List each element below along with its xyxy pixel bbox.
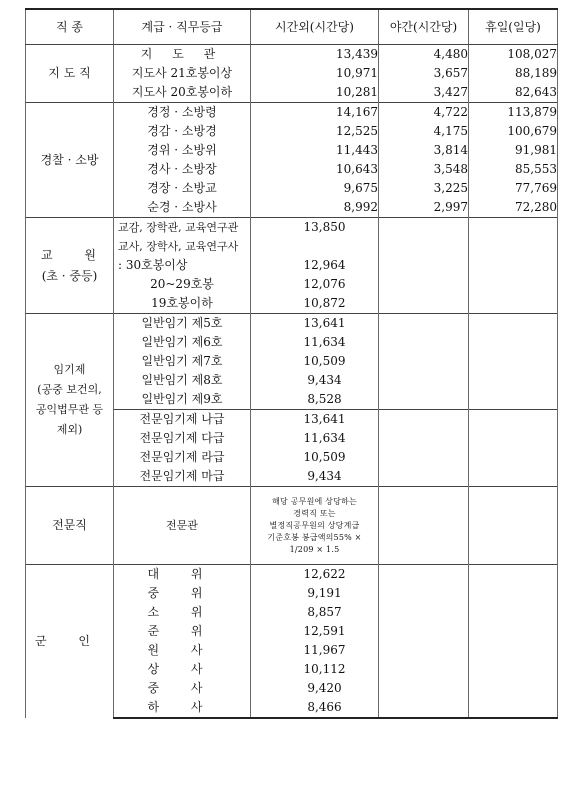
holiday-cell [469,429,558,448]
night-cell [379,429,469,448]
night-cell: 3,548 [379,160,469,179]
grade-cell: 일반임기 제5호 [114,314,251,334]
holiday-cell: 91,981 [469,141,558,160]
overtime-cell: 10,643 [251,160,379,179]
night-cell [379,698,469,718]
category-fixed-term-title: 임기제 [53,363,86,376]
category-fixed-term-note1: (공중 보건의, [37,383,102,396]
grade-cell: 전문임기제 라급 [114,448,251,467]
formula-cell [251,487,379,565]
grade-cell: : 30호봉이상 [114,256,251,275]
overtime-cell: 13,439 [251,45,379,65]
holiday-cell [469,218,558,238]
header-overtime: 시간외(시간당) [251,9,379,45]
night-cell [379,603,469,622]
night-cell [379,294,469,314]
overtime-cell: 9,434 [251,467,379,487]
night-cell: 3,225 [379,179,469,198]
night-cell [379,410,469,430]
header-row [26,9,558,45]
grade-cell: 지 도 관 [114,45,251,65]
grade-cell: 전문임기제 다급 [114,429,251,448]
table-row [26,487,558,565]
grade-cell: 경감 · 소방경 [114,122,251,141]
night-cell [379,584,469,603]
night-cell [379,641,469,660]
grade-cell: 하 사 [114,698,251,718]
holiday-cell [469,660,558,679]
overtime-cell: 8,992 [251,198,379,218]
holiday-cell: 88,189 [469,64,558,83]
grade-cell: 경정 · 소방령 [114,103,251,123]
holiday-cell [469,698,558,718]
grade-cell: 일반임기 제7호 [114,352,251,371]
category-fixed-term-note3: 제외) [56,423,83,436]
holiday-cell [469,390,558,410]
holiday-cell: 77,769 [469,179,558,198]
header-holiday: 휴일(일당) [469,9,558,45]
grade-cell: 소 위 [114,603,251,622]
holiday-cell [469,256,558,275]
night-cell [379,660,469,679]
holiday-cell: 113,879 [469,103,558,123]
holiday-cell: 85,553 [469,160,558,179]
category-teacher-title: 교 원 [41,247,110,262]
overtime-cell: 12,964 [251,256,379,275]
holiday-cell: 100,679 [469,122,558,141]
overtime-cell: 12,525 [251,122,379,141]
holiday-cell: 72,280 [469,198,558,218]
grade-cell: 원 사 [114,641,251,660]
header-grade: 계급 · 직무등급 [114,9,251,45]
overtime-cell: 12,622 [251,565,379,585]
overtime-cell: 12,076 [251,275,379,294]
night-cell: 4,722 [379,103,469,123]
overtime-cell: 13,641 [251,314,379,334]
holiday-cell [469,487,558,565]
night-cell: 3,427 [379,83,469,103]
category-fixed-term-note2: 공익법무관 등 [35,403,104,416]
holiday-cell: 82,643 [469,83,558,103]
night-cell [379,467,469,487]
night-cell [379,218,469,238]
grade-cell: 전문임기제 마급 [114,467,251,487]
holiday-cell [469,679,558,698]
night-cell [379,448,469,467]
night-cell [379,487,469,565]
overtime-cell: 12,591 [251,622,379,641]
grade-cell: 상 사 [114,660,251,679]
holiday-cell [469,467,558,487]
formula-line: 해당 공무원에 상당하는 [272,496,357,506]
grade-cell: 일반임기 제8호 [114,371,251,390]
holiday-cell [469,371,558,390]
night-cell: 4,175 [379,122,469,141]
holiday-cell [469,294,558,314]
grade-cell: 전문임기제 나급 [114,410,251,430]
overtime-cell: 9,191 [251,584,379,603]
header-job-type: 직 종 [26,9,114,45]
grade-cell: 20~29호봉 [114,275,251,294]
overtime-cell: 10,281 [251,83,379,103]
grade-cell: 일반임기 제6호 [114,333,251,352]
night-cell [379,679,469,698]
grade-cell: 경장 · 소방교 [114,179,251,198]
night-cell [379,256,469,275]
overtime-cell: 8,857 [251,603,379,622]
category-teacher-sub: (초 · 중등) [41,268,98,283]
table-row [26,314,558,334]
overtime-cell: 8,466 [251,698,379,718]
table-row [26,45,558,65]
table-row [26,103,558,123]
night-cell [379,314,469,334]
overtime-cell: 10,509 [251,352,379,371]
grade-cell: 19호봉이하 [114,294,251,314]
night-cell [379,333,469,352]
grade-cell: 일반임기 제9호 [114,390,251,410]
night-cell: 4,480 [379,45,469,65]
holiday-cell [469,333,558,352]
category-police-fire: 경찰 · 소방 [26,103,114,218]
formula-line: 경력직 또는 [293,508,336,518]
overtime-cell: 11,634 [251,429,379,448]
overtime-cell: 9,420 [251,679,379,698]
night-cell [379,622,469,641]
holiday-cell [469,622,558,641]
grade-cell: 중 사 [114,679,251,698]
grade-cell: 중 위 [114,584,251,603]
grade-cell: 교감, 장학관, 교육연구관 [114,218,251,238]
grade-cell: 경위 · 소방위 [114,141,251,160]
grade-cell: 지도사 21호봉이상 [114,64,251,83]
overtime-cell: 9,675 [251,179,379,198]
allowance-table [25,8,558,719]
grade-cell: 대 위 [114,565,251,585]
holiday-cell [469,603,558,622]
overtime-cell [251,237,379,256]
overtime-cell: 10,509 [251,448,379,467]
holiday-cell [469,275,558,294]
night-cell [379,275,469,294]
formula-line: 기준호봉 봉급액의55% × [267,532,362,542]
overtime-cell: 8,528 [251,390,379,410]
formula-line: 1/209 × 1.5 [289,544,340,554]
grade-cell: 경사 · 소방장 [114,160,251,179]
night-cell: 2,997 [379,198,469,218]
overtime-cell: 13,850 [251,218,379,238]
grade-cell: 전문관 [114,487,251,565]
night-cell [379,371,469,390]
night-cell [379,390,469,410]
holiday-cell [469,584,558,603]
grade-cell: 교사, 장학사, 교육연구사 [114,237,251,256]
holiday-cell [469,237,558,256]
night-cell [379,237,469,256]
grade-cell: 준 위 [114,622,251,641]
overtime-cell: 14,167 [251,103,379,123]
grade-cell: 지도사 20호봉이하 [114,83,251,103]
table-row [26,565,558,585]
night-cell: 3,657 [379,64,469,83]
overtime-cell: 10,112 [251,660,379,679]
night-cell [379,352,469,371]
category-teacher [26,218,114,314]
holiday-cell [469,314,558,334]
holiday-cell [469,641,558,660]
overtime-cell: 13,641 [251,410,379,430]
formula-line: 별정직공무원의 상당계급 [269,520,360,530]
category-fixed-term [26,314,114,487]
holiday-cell [469,410,558,430]
table-row [26,218,558,238]
night-cell [379,565,469,585]
overtime-cell: 9,434 [251,371,379,390]
header-night: 야간(시간당) [379,9,469,45]
overtime-cell: 11,443 [251,141,379,160]
overtime-cell: 11,967 [251,641,379,660]
holiday-cell [469,565,558,585]
category-professional: 전문직 [26,487,114,565]
holiday-cell [469,448,558,467]
overtime-cell: 10,971 [251,64,379,83]
holiday-cell [469,352,558,371]
holiday-cell: 108,027 [469,45,558,65]
grade-cell: 순경 · 소방사 [114,198,251,218]
category-guidance: 지 도 직 [26,45,114,103]
overtime-cell: 10,872 [251,294,379,314]
night-cell: 3,814 [379,141,469,160]
category-military: 군 인 [26,565,114,719]
overtime-cell: 11,634 [251,333,379,352]
